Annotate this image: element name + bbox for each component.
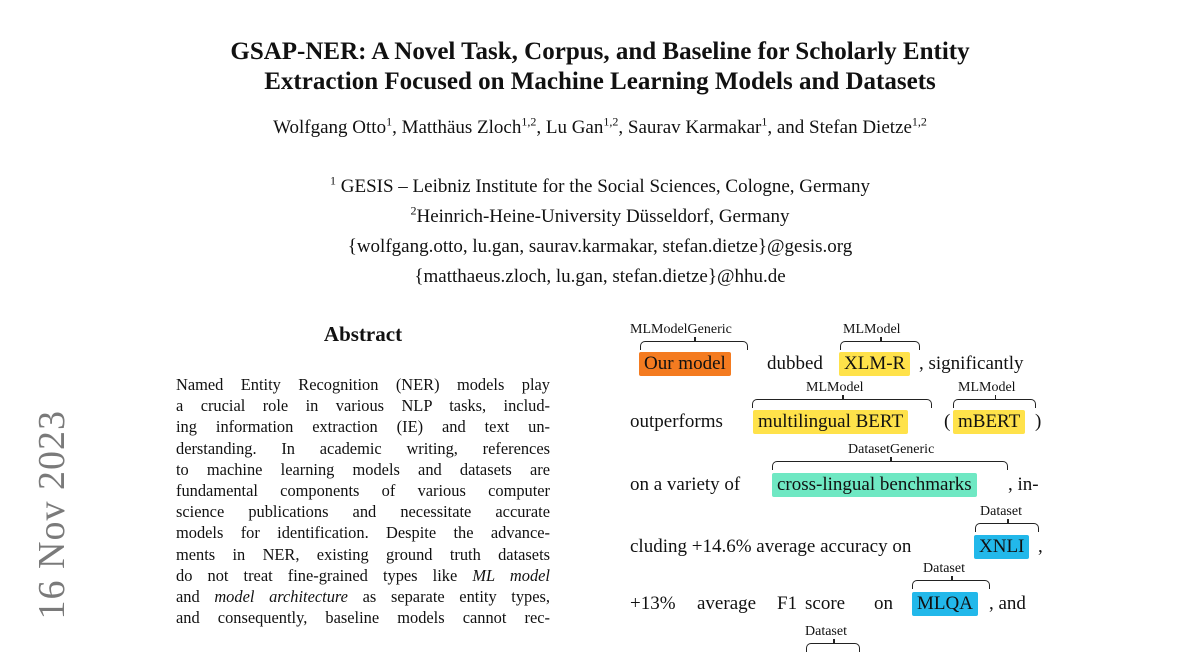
entity-multilingual-bert: multilingual BERT <box>753 410 908 434</box>
author-name: Saurav Karmakar <box>627 117 762 138</box>
sentence-text: , <box>1038 536 1043 557</box>
entity-cross-lingual-benchmarks: cross-lingual benchmarks <box>772 473 977 497</box>
brace <box>640 341 748 350</box>
sentence-text: dubbed <box>767 353 823 374</box>
sentence-text: , significantly <box>919 353 1024 374</box>
author-list <box>0 114 1200 139</box>
abstract-text: as separate entity types, <box>347 586 551 606</box>
label-mlmodel: MLModel <box>843 322 901 337</box>
brace <box>840 341 920 350</box>
brace <box>772 461 1008 470</box>
sentence-text: score <box>805 593 846 614</box>
sentence-text: cluding +14.6% average accuracy on <box>630 536 912 557</box>
abstract-line: a crucial role in various NLP tasks, includ- <box>176 396 550 416</box>
author-separator: , <box>392 117 402 138</box>
abstract-text: do not treat fine-grained types like <box>176 565 473 585</box>
brace <box>752 399 932 408</box>
author-name: Lu Gan <box>545 117 604 138</box>
sentence-text: ) <box>1035 411 1042 432</box>
author-affil-sup: 1,2 <box>521 114 537 129</box>
abstract-line: ments in NER, existing ground truth datasets <box>176 544 550 564</box>
label-mlmodel: MLModel <box>958 380 1016 395</box>
abstract-body <box>176 374 550 628</box>
affiliation-1 <box>0 172 1200 202</box>
label-datasetgeneric: DatasetGeneric <box>848 442 935 457</box>
label-mlmodelgeneric: MLModelGeneric <box>630 322 732 337</box>
sentence-text: average <box>697 593 757 614</box>
author-separator: , <box>536 117 546 138</box>
affiliation-sup: 1 <box>330 173 336 188</box>
author-affil-sup: 1 <box>761 114 768 129</box>
author-separator: , and <box>767 117 810 138</box>
sentence-text: , and <box>989 593 1026 614</box>
affiliation-text: Heinrich-Heine-University Düsseldorf, Germany <box>416 206 790 227</box>
entity-mlqa: MLQA <box>912 592 978 616</box>
author-affil-sup: 1,2 <box>911 114 927 129</box>
label-dataset: Dataset <box>805 624 847 639</box>
abstract-emphasis: model architecture <box>214 586 348 606</box>
abstract-line: Named Entity Recognition (NER) models play <box>176 375 550 394</box>
sentence-text: outperforms <box>630 411 723 432</box>
entity-xlm-r: XLM-R <box>839 352 910 376</box>
author-affil-sup: 1,2 <box>603 114 619 129</box>
author-name: Wolfgang Otto <box>273 117 387 138</box>
email-hhu: {matthaeus.zloch, lu.gan, stefan.dietze}@hhu.de <box>414 266 786 287</box>
entity-mbert: mBERT <box>953 410 1025 434</box>
abstract-line <box>176 565 550 586</box>
sentence-text: on <box>874 593 893 614</box>
abstract-emphasis: ML model <box>472 565 550 585</box>
affiliation-text: GESIS – Leibniz Institute for the Social Sciences, Cologne, Germany <box>336 176 870 197</box>
paper-title <box>0 37 1200 97</box>
affiliations <box>0 172 1200 292</box>
title-line-1: GSAP-NER: A Novel Task, Corpus, and Baseline for Scholarly Entity <box>230 38 970 65</box>
entity-our-model: Our model <box>639 352 731 376</box>
author-name: Stefan Dietze <box>809 117 912 138</box>
abstract-line: and consequently, baseline models cannot rec- <box>176 608 550 628</box>
sentence-text: +13% <box>630 593 676 614</box>
label-dataset: Dataset <box>923 561 965 576</box>
sentence-text: F1 <box>777 593 798 614</box>
sentence-text: ( <box>944 411 951 432</box>
sentence-text: on a variety of <box>630 474 741 495</box>
title-line-2: Extraction Focused on Machine Learning Models and Datasets <box>264 68 936 95</box>
author-name: Matthäus Zloch <box>401 117 522 138</box>
label-mlmodel: MLModel <box>806 380 864 395</box>
brace <box>912 580 990 589</box>
abstract-line: models for identification. Despite the advance- <box>176 523 550 543</box>
affiliation-2 <box>0 202 1200 232</box>
abstract-text: and <box>176 586 215 606</box>
abstract-line: derstanding. In academic writing, references <box>176 438 550 458</box>
email-gesis: {wolfgang.otto, lu.gan, saurav.karmakar, stefan.dietze}@gesis.org <box>347 236 853 257</box>
abstract-heading: Abstract <box>323 322 403 346</box>
brace <box>975 523 1039 532</box>
abstract-line: ing information extraction (IE) and text un- <box>176 417 550 437</box>
abstract-line: to machine learning models and datasets are <box>176 459 550 479</box>
author-separator: , <box>618 117 628 138</box>
abstract-line <box>176 586 550 607</box>
brace <box>953 399 1036 408</box>
author-affil-sup: 1 <box>386 114 393 129</box>
abstract-line: fundamental components of various computer <box>176 480 550 500</box>
affiliation-sup: 2 <box>410 203 417 218</box>
abstract-line: science publications and necessitate accurate <box>176 502 550 522</box>
entity-xnli: XNLI <box>974 535 1029 559</box>
sentence-text: , in- <box>1008 474 1039 495</box>
label-dataset: Dataset <box>980 504 1022 519</box>
arxiv-date-stamp: 16 Nov 2023 <box>31 410 73 620</box>
